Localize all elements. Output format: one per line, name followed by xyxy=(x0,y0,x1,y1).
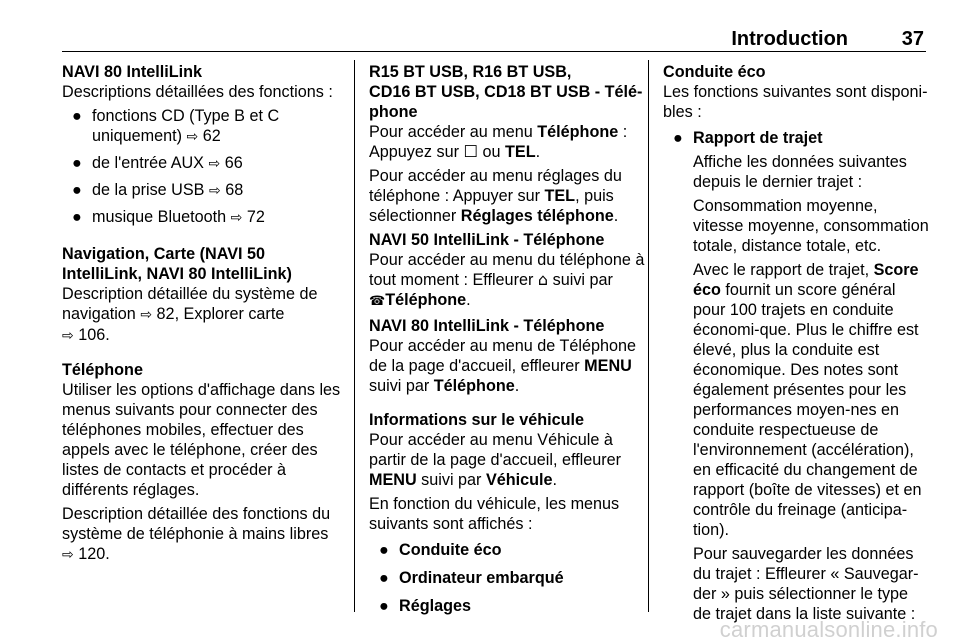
text: . xyxy=(613,207,619,225)
item-ref[interactable]: 62 xyxy=(202,127,221,145)
trip-report-values: Consommation moyenne, vitesse moyenne, consommation totale, distance totale, etc. xyxy=(693,197,929,255)
page-header xyxy=(0,0,960,50)
r15-phone-access xyxy=(369,122,651,162)
text: Pour accéder au menu du téléphone à tout moment : Effleurer xyxy=(369,251,645,289)
bullet-icon: ● xyxy=(72,208,82,226)
text: ou xyxy=(478,143,506,161)
map-ref[interactable]: 106 xyxy=(78,326,106,344)
phone-icon: ☎ xyxy=(369,294,386,309)
column-3 xyxy=(663,62,929,628)
phone-detail-text: Description détaillée des fonctions du système de téléphonie à mains libres xyxy=(62,505,331,543)
heading-line-2: IntelliLink, NAVI 80 IntelliLink) xyxy=(62,265,292,283)
section-heading-navi50-phone: NAVI 50 IntelliLink - Téléphone xyxy=(369,231,605,249)
vehicle-access xyxy=(369,430,651,490)
page-ref-icon: ⇨ xyxy=(62,547,74,563)
list-item xyxy=(663,128,929,148)
text: . xyxy=(466,291,471,309)
bullet-icon: ● xyxy=(379,597,389,615)
section-heading-navigation xyxy=(62,244,342,284)
vehicle-menus-intro: En fonction du véhicule, les menus suivants sont affichés : xyxy=(369,495,620,533)
bullet-icon: ● xyxy=(72,154,82,172)
item-text: Réglages xyxy=(399,597,471,615)
page-number: 37 xyxy=(901,28,924,50)
page-ref-icon: ⇨ xyxy=(62,328,74,344)
column-divider-1 xyxy=(354,60,355,612)
section-heading-navi80: NAVI 80 IntelliLink xyxy=(62,63,203,81)
text: : Appuyez sur xyxy=(369,123,628,161)
heading-line-2: CD16 BT USB, CD18 BT USB - Télé-phone xyxy=(369,83,643,121)
item-text: Conduite éco xyxy=(399,541,502,559)
text: fournit un score général pour 100 trajets en conduite économi-que. Plus le chiffre est élevé, plus la conduite est économique. Des notes sont également présentes pour les performances moyen-nes en conduite respectueuse de l'environnement (accélération), en efficacité du changement de rapport (boîte de vitesses) et en contrôle du freinage (anticipa-tion). xyxy=(693,281,922,539)
eco-list xyxy=(663,128,929,148)
column-2 xyxy=(369,62,651,622)
list-item xyxy=(369,540,651,560)
list-item xyxy=(62,106,342,147)
heading-line-1: Navigation, Carte (NAVI 50 xyxy=(62,245,265,263)
list-item xyxy=(62,180,342,201)
list-item xyxy=(62,207,342,228)
section-heading-r15 xyxy=(369,62,651,122)
menu-label: MENU xyxy=(584,357,632,375)
item-text: musique Bluetooth xyxy=(92,208,227,226)
item-ref[interactable]: 72 xyxy=(246,208,265,226)
watermark: carmanualsonline.info xyxy=(719,617,938,642)
home-icon: ⌂ xyxy=(537,270,549,289)
feature-list xyxy=(62,106,342,228)
bullet-icon: ● xyxy=(72,181,82,199)
tel-button-label: TEL xyxy=(544,187,576,205)
page-ref-icon: ⇨ xyxy=(208,156,221,172)
text: suivi par xyxy=(416,471,486,489)
nav-text-2: , Explorer carte xyxy=(174,305,285,323)
text: Pour accéder au menu xyxy=(369,123,538,141)
phone-ref[interactable]: 120 xyxy=(78,545,106,563)
menu-name: Véhicule xyxy=(485,471,553,489)
text: Avec le rapport de trajet, xyxy=(693,261,874,279)
bullet-icon: ● xyxy=(379,541,389,559)
item-ref[interactable]: 68 xyxy=(225,181,244,199)
header-rule xyxy=(62,51,926,52)
heading-line-1: R15 BT USB, R16 BT USB, xyxy=(369,63,572,81)
list-item xyxy=(369,568,651,588)
bullet-icon: ● xyxy=(673,129,683,147)
menu-name: Téléphone xyxy=(537,123,619,141)
trip-report-desc: Affiche les données suivantes depuis le dernier trajet : xyxy=(693,153,907,191)
eco-intro: Les fonctions suivantes sont disponi-bles : xyxy=(663,83,928,121)
tel-button-label: TEL xyxy=(505,143,536,161)
text: suivi par xyxy=(548,271,613,289)
vehicle-menu-list xyxy=(369,540,651,616)
feature-name: Score éco xyxy=(693,261,919,299)
text: suivi par xyxy=(369,377,434,395)
phone-detail: Description détaillée des fonctions du système de téléphonie à mains libres ⇨ 120. xyxy=(62,505,331,563)
page-ref-icon: ⇨ xyxy=(140,307,153,323)
item-text: fonctions CD (Type B et C uniquement) xyxy=(92,107,280,145)
nav-ref[interactable]: 82 xyxy=(156,305,175,323)
section-heading-vehicle: Informations sur le véhicule xyxy=(369,411,584,429)
text: . xyxy=(535,143,541,161)
text: , puis sélectionner xyxy=(369,187,614,225)
phone-description: Utiliser les options d'affichage dans les menus suivants pour connecter des téléphones mobiles, effectuer des appels avec le téléphone, créer des listes de contacts et procéder à différents réglages. xyxy=(62,381,341,499)
text: . xyxy=(514,377,520,395)
menu-name: Téléphone xyxy=(433,377,515,395)
bullet-icon: ● xyxy=(379,569,389,587)
menu-name: Réglages téléphone xyxy=(460,207,614,225)
text: Pour accéder au menu réglages du téléphone : Appuyer sur xyxy=(369,167,622,205)
list-item xyxy=(62,153,342,174)
page-ref-icon: ⇨ xyxy=(186,129,199,145)
section-heading-eco: Conduite éco xyxy=(663,63,766,81)
item-title: Rapport de trajet xyxy=(693,129,823,147)
item-text: de l'entrée AUX xyxy=(92,154,204,172)
menu-label: MENU xyxy=(369,471,417,489)
phone-button-icon: ☐ xyxy=(463,142,478,161)
menu-name: Téléphone xyxy=(385,291,467,309)
nav-text: Description détaillée du système de navigation xyxy=(62,285,318,323)
eco-score-desc xyxy=(693,260,929,540)
navi50-phone-access xyxy=(369,250,651,312)
save-trip-desc: Pour sauvegarder les données du trajet : Effleurer « Sauvegar-der » puis sélectionner le type de trajet dans la liste suivante : xyxy=(693,545,919,623)
navi80-phone-access xyxy=(369,336,651,396)
item-text: de la prise USB xyxy=(92,181,205,199)
item-ref[interactable]: 66 xyxy=(224,154,243,172)
item-text: Ordinateur embarqué xyxy=(399,569,564,587)
text: Pour accéder au menu de Téléphone de la page d'accueil, effleurer xyxy=(369,337,636,375)
text: Pour accéder au menu Véhicule à partir de la page d'accueil, effleurer xyxy=(369,431,622,469)
text: . xyxy=(552,471,558,489)
list-item xyxy=(369,596,651,616)
header-title: Introduction xyxy=(731,28,848,50)
r15-phone-settings xyxy=(369,166,651,226)
section-intro: Descriptions détaillées des fonctions : xyxy=(62,83,333,101)
page-ref-icon: ⇨ xyxy=(208,183,221,199)
navigation-description: Description détaillée du système de navigation ⇨ 82, Explorer carte ⇨ 106. xyxy=(62,285,318,344)
section-heading-navi80-phone: NAVI 80 IntelliLink - Téléphone xyxy=(369,317,605,335)
column-1 xyxy=(62,62,342,569)
page-ref-icon: ⇨ xyxy=(230,210,243,226)
section-heading-phone: Téléphone xyxy=(62,361,143,379)
bullet-icon: ● xyxy=(72,107,82,125)
